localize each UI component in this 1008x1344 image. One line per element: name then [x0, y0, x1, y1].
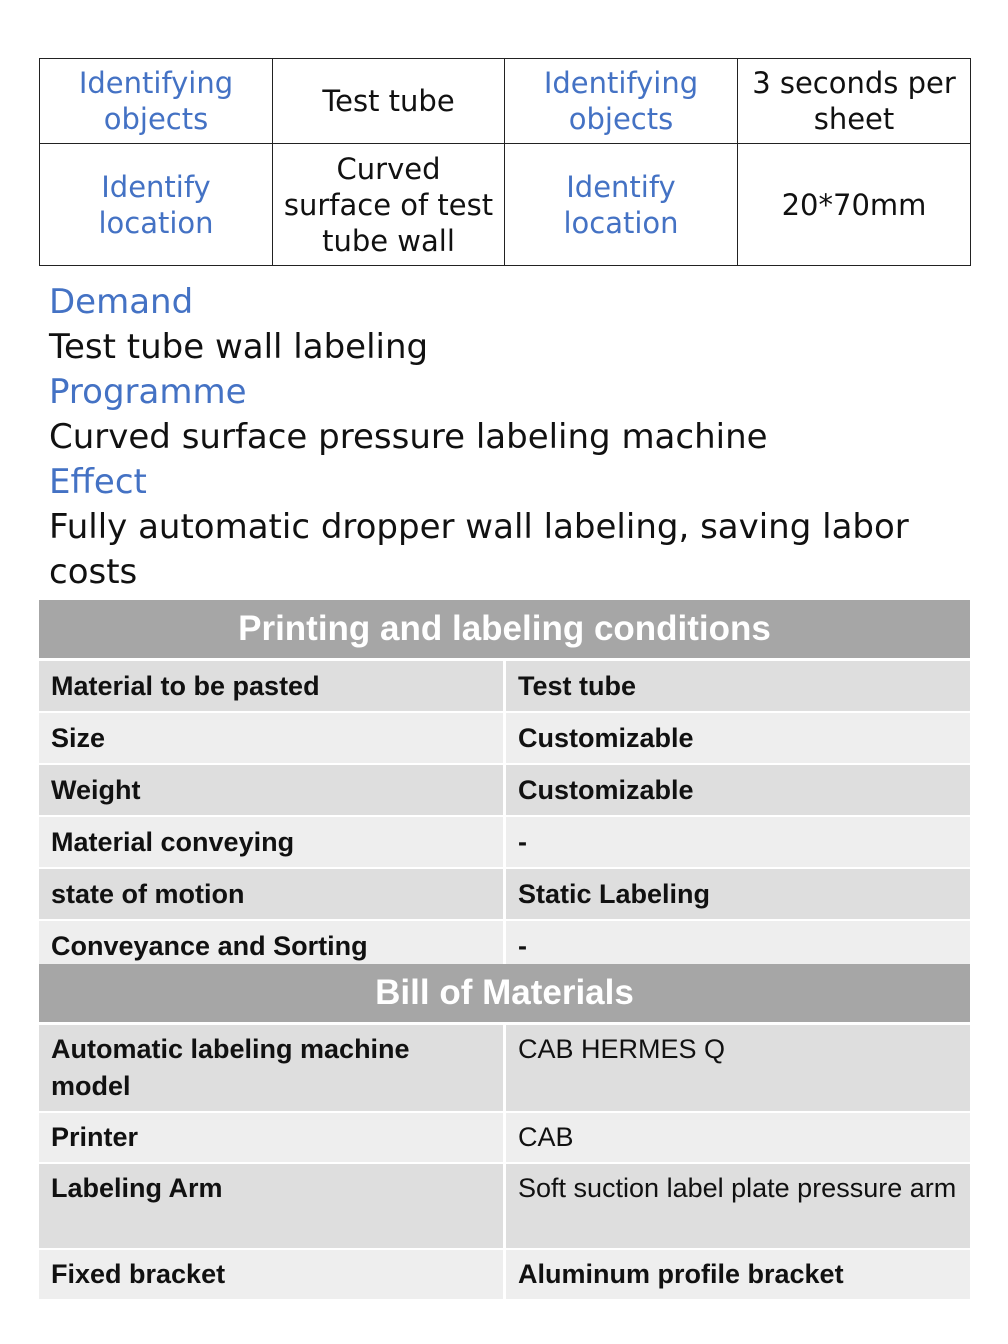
demand-heading: Demand [49, 282, 194, 322]
table-row [39, 1249, 970, 1300]
table-row [39, 764, 970, 816]
programme-heading: Programme [49, 372, 247, 412]
condition-label: state of motion [39, 868, 505, 920]
condition-value: - [505, 816, 971, 868]
condition-value: Customizable [505, 712, 971, 764]
bom-value: CAB [505, 1112, 971, 1163]
effect-text: Fully automatic dropper wall labeling, saving labor costs [49, 507, 909, 592]
condition-value: Customizable [505, 764, 971, 816]
spec-value-cell: Test tube [273, 59, 505, 144]
table-row [39, 1163, 970, 1249]
bom-value: CAB HERMES Q [505, 1024, 971, 1113]
condition-value: Static Labeling [505, 868, 971, 920]
condition-label: Weight [39, 764, 505, 816]
bom-value: Aluminum profile bracket [505, 1249, 971, 1300]
bom-label: Labeling Arm [39, 1163, 505, 1249]
bom-label: Fixed bracket [39, 1249, 505, 1300]
condition-label: Size [39, 712, 505, 764]
conditions-title: Printing and labeling conditions [39, 600, 970, 660]
spec-key-cell: Identify location [505, 144, 738, 266]
bom-value: Soft suction label plate pressure arm [505, 1163, 971, 1249]
condition-label: Conveyance and Sorting [39, 920, 505, 972]
table-row [39, 868, 970, 920]
table-row [39, 1024, 970, 1113]
spec-row [40, 59, 971, 144]
bom-table [39, 964, 970, 1301]
spec-key-cell: Identify location [40, 144, 273, 266]
description-block [49, 280, 949, 595]
spec-value-cell: Curved surface of test tube wall [273, 144, 505, 266]
spec-key-cell: Identifying objects [505, 59, 738, 144]
table-row [39, 1112, 970, 1163]
spec-value-cell: 20*70mm [738, 144, 971, 266]
spec-table [39, 58, 971, 266]
condition-label: Material to be pasted [39, 660, 505, 713]
conditions-table [39, 600, 970, 973]
table-row [39, 712, 970, 764]
bom-label: Printer [39, 1112, 505, 1163]
programme-text: Curved surface pressure labeling machine [49, 417, 768, 457]
spec-value-cell: 3 seconds per sheet [738, 59, 971, 144]
table-row [39, 660, 970, 713]
bom-label: Automatic labeling machine model [39, 1024, 505, 1113]
demand-text: Test tube wall labeling [49, 327, 429, 367]
spec-key-cell: Identifying objects [40, 59, 273, 144]
spec-row [40, 144, 971, 266]
condition-value: Test tube [505, 660, 971, 713]
condition-label: Material conveying [39, 816, 505, 868]
table-row [39, 816, 970, 868]
effect-heading: Effect [49, 462, 147, 502]
bom-title: Bill of Materials [39, 964, 970, 1024]
condition-value: - [505, 920, 971, 972]
